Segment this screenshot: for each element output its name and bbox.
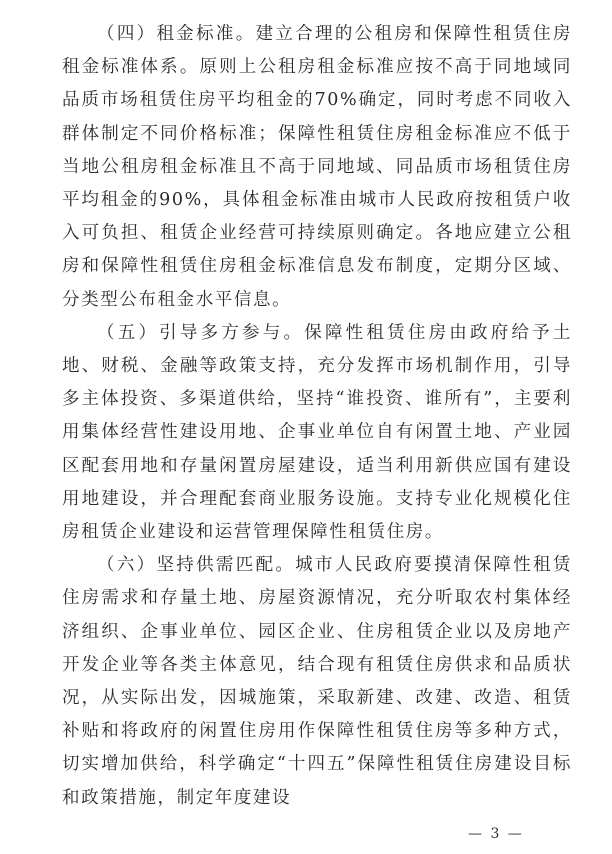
document-page <box>62 18 572 815</box>
paragraph-body: 保障性租赁住房由政府给予土地、财税、金融等政策支持，充分发挥市场机制作用，引导多主体投资、多渠道供给，坚持“谁投资、谁所有”，主要利用集体经营性建设用地、企事业单位自有闲置土地、产业园区配套用地和存量闲置房屋建设，适当利用新供应国有建设用地建设，并合理配套商业服务设施。支持专业化规模化住房租赁企业建设和运营管理保障性租赁住房。 <box>62 322 572 543</box>
paragraph-heading: （六）坚持供需匹配。 <box>97 555 296 576</box>
paragraph-multi-party <box>62 317 572 549</box>
paragraph-heading: （四）租金标准。 <box>97 24 256 44</box>
paragraph-rent-standard <box>62 18 572 317</box>
page-number: — 3 — <box>468 826 524 842</box>
paragraph-heading: （五）引导多方参与。 <box>97 322 305 343</box>
paragraph-body: 城市人民政府要摸清保障性租赁住房需求和存量土地、房屋资源情况，充分听取农村集体经济组织、企事业单位、园区企业、住房租赁企业以及房地产开发企业等各类主体意见，结合现有租赁住房供求和品质状况，从实际出发，因城施策，采取新建、改建、改造、租赁补贴和将政府的闲置住房用作保障性租赁住房等多种方式，切实增加供给，科学确定“十四五”保障性租赁住房建设目标和政策措施，制定年度建设 <box>62 555 572 808</box>
paragraph-body: 建立合理的公租房和保障性租赁住房租金标准体系。原则上公租房租金标准应按不高于同地域同品质市场租赁住房平均租金的70%确定，同时考虑不同收入群体制定不同价格标准；保障性租赁住房租金标准应不低于当地公租房租金标准且不高于同地域、同品质市场租赁住房平均租金的90%，具体租金标准由城市人民政府按租赁户收入可负担、租赁企业经营可持续原则确定。各地应建立公租房和保障性租赁住房租金标准信息发布制度，定期分区域、分类型公布租金水平信息。 <box>62 24 572 310</box>
paragraph-supply-demand <box>62 549 572 815</box>
